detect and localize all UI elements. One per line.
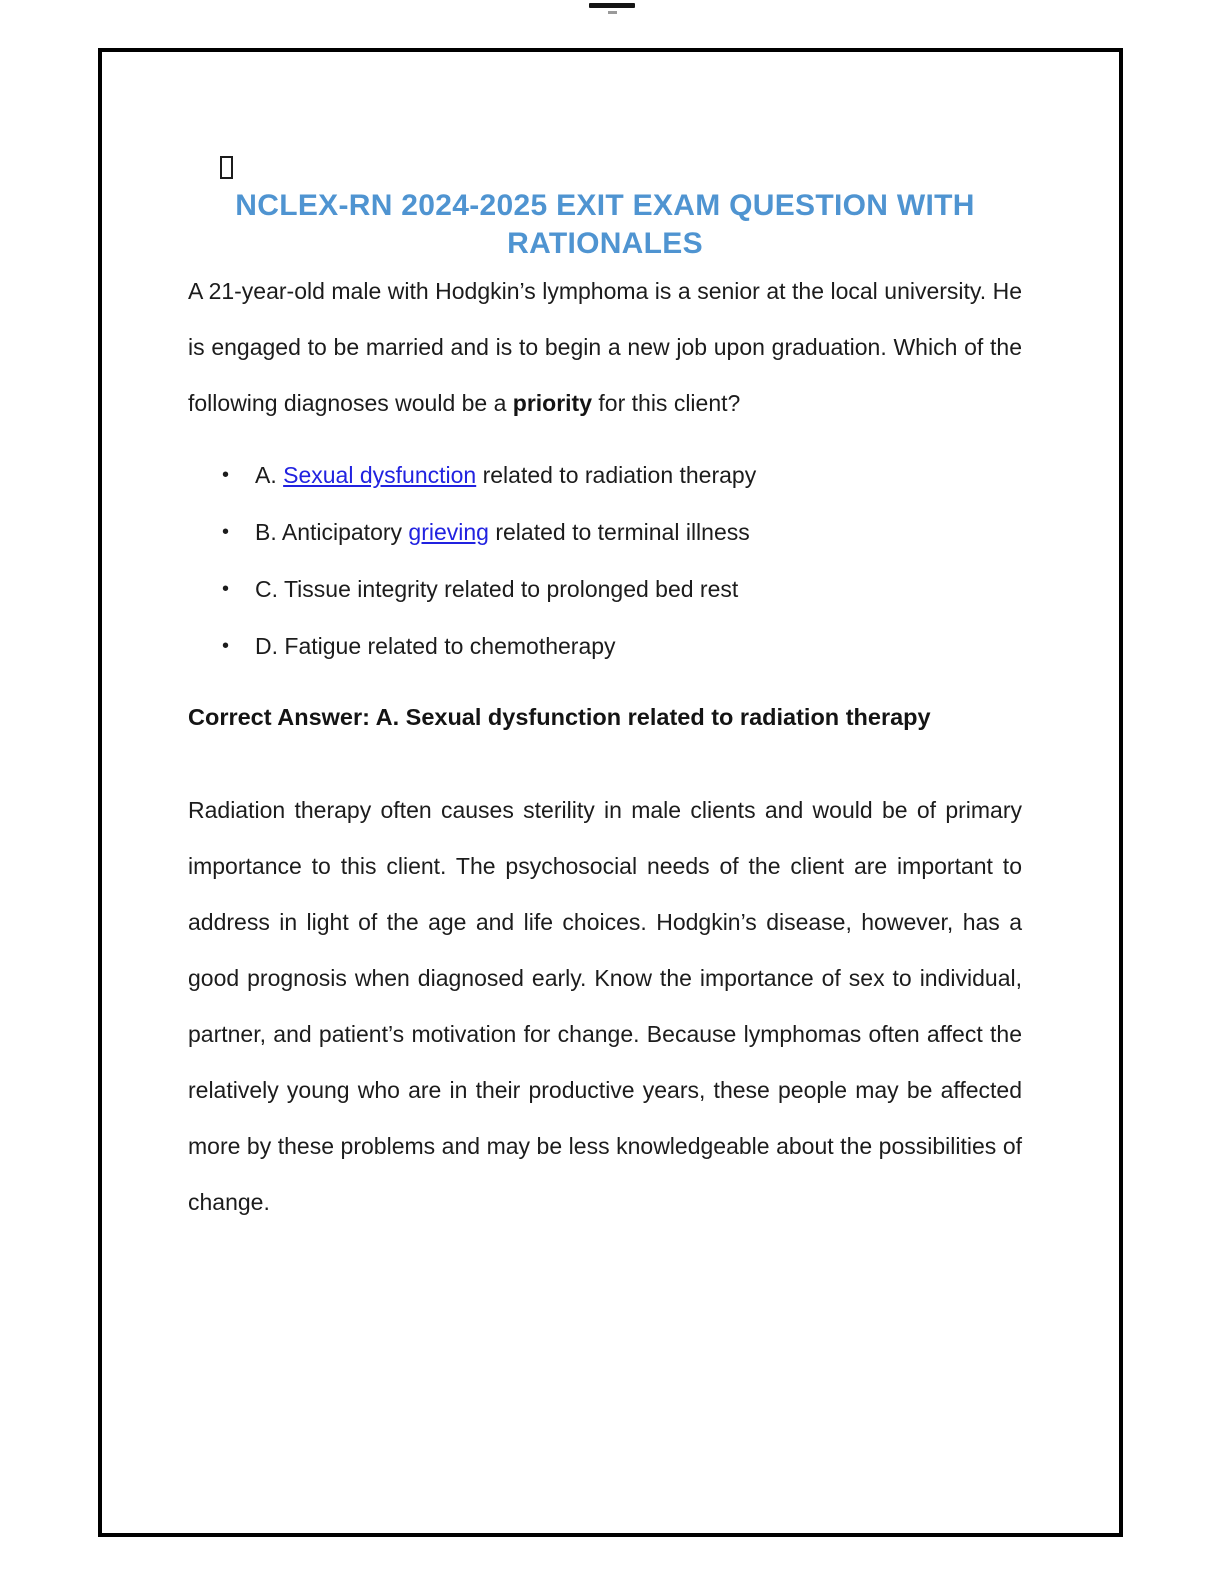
rationale-text: Radiation therapy often causes sterility in male clients and would be of primary importance to this client. The psychosocial needs of the client are important to address in light of the age and life choices. Hodgkin’s disease, however, has a good prognosis when diagnosed early. Know the importance of sex to individual, partner, and patient’s motivation for change. Because lymphomas often affect the relatively young who are in their productive years, these people may be affected more by these problems and may be less knowledgeable about the possibilities of change. [188, 797, 1022, 1215]
document-title [188, 187, 1022, 263]
option-a-pre: A. [255, 462, 284, 488]
option-d-text [255, 618, 616, 675]
option-a-link[interactable]: Sexual dysfunction [283, 462, 477, 488]
option-a [222, 447, 1022, 504]
question-post: for this client? [592, 390, 741, 416]
option-b-pre: B. Anticipatory [255, 519, 409, 545]
bullet-icon [222, 447, 255, 504]
correct-answer-text: Correct Answer: A. Sexual dysfunction related to radiation therapy [188, 704, 931, 730]
option-c-pre: C. Tissue integrity related to prolonged bed rest [255, 576, 739, 602]
option-d [222, 618, 1022, 675]
page-top-mark-bar [589, 3, 635, 8]
question-bold-word: priority [512, 390, 593, 416]
question-pre: A 21-year-old male with Hodgkin’s lymphoma is a senior at the local university. He is engaged to be married and is to begin a new job upon graduation. Which of the following diagnoses would be a [188, 278, 1022, 416]
option-b [222, 504, 1022, 561]
option-a-text [255, 447, 756, 504]
option-b-link[interactable]: grieving [408, 519, 489, 545]
option-b-post: related to terminal illness [488, 519, 750, 545]
bullet-icon [222, 618, 255, 675]
document-title-line-1: NCLEX-RN 2024-2025 EXIT EXAM QUESTION WITH [235, 189, 975, 222]
option-c [222, 561, 1022, 618]
option-b-text [255, 504, 750, 561]
option-a-post: related to radiation therapy [476, 462, 757, 488]
page-top-mark [589, 3, 635, 14]
bullet-icon [222, 504, 255, 561]
page-border-frame [98, 48, 1123, 1537]
bullet-icon [222, 561, 255, 618]
answer-options-list [188, 447, 1022, 675]
option-c-text [255, 561, 738, 618]
page-content [102, 52, 1119, 1230]
document-title-line-2: RATIONALES [507, 227, 703, 260]
option-d-pre: D. Fatigue related to chemotherapy [255, 633, 616, 659]
page-top-mark-dot [608, 11, 617, 14]
missing-glyph-icon [220, 156, 233, 179]
question-text [188, 263, 1022, 431]
